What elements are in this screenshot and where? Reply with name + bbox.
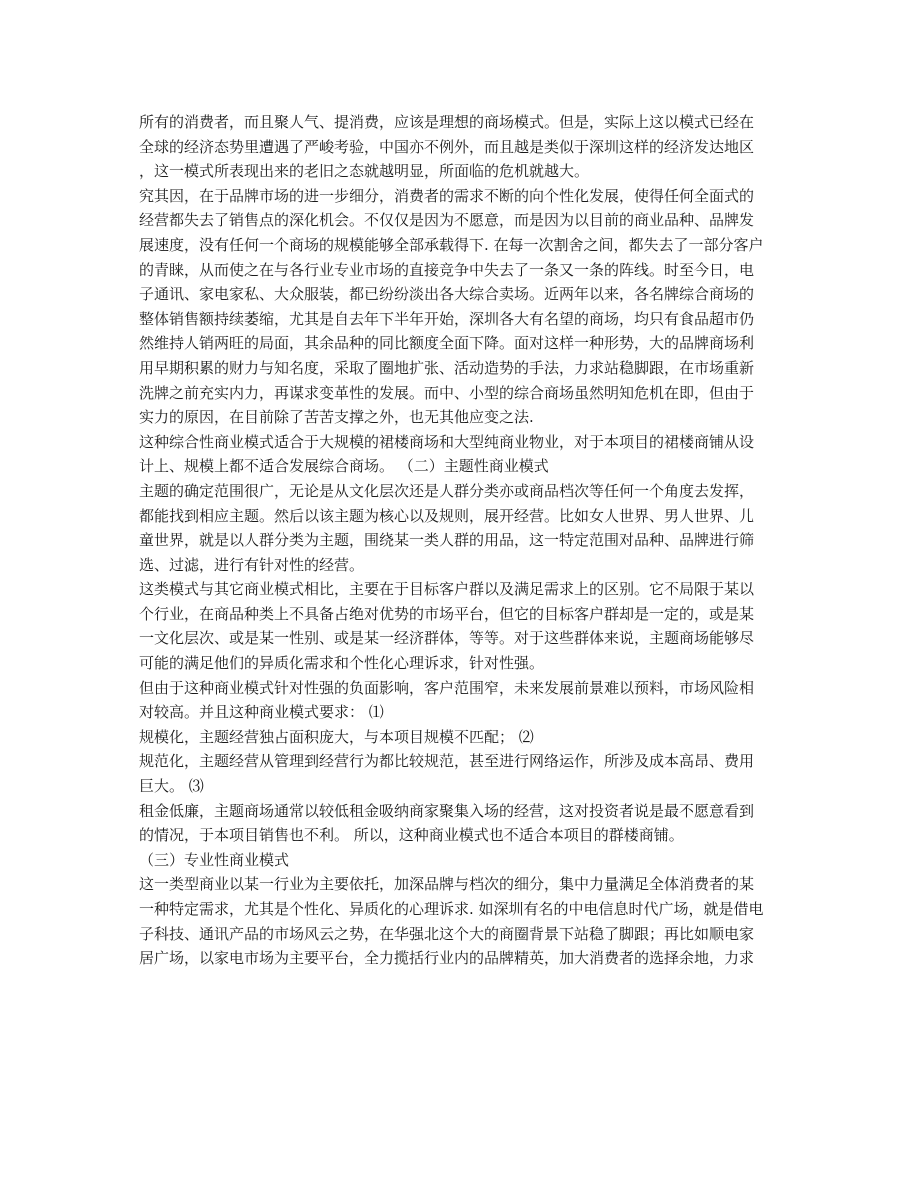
text-line: 展速度，没有任何一个商场的规模能够全部承载得下. 在每一次割舍之间，都失去了一部分客户 [139, 235, 764, 254]
text-line: 洗牌之前充实内力，再谋求变革性的发展。而中、小型的综合商场虽然明知危机在即，但由于 [139, 383, 755, 402]
text-line: 都能找到相应主题。然后以该主题为核心以及规则，展开经营。比如女人世界、男人世界、儿 [139, 506, 755, 525]
text-line: 用早期积累的财力与知名度，采取了圈地扩张、活动造势的手法，力求站稳脚跟，在市场重新 [139, 358, 755, 377]
section-heading: （三）专业性商业模式 [139, 850, 290, 869]
text-line: 但由于这种商业模式针对性强的负面影响，客户范围窄，未来发展前景难以预料，市场风险相 [139, 678, 755, 697]
text-line: 实力的原因，在目前除了苦苦支撑之外，也无其他应变之法. [139, 408, 534, 427]
text-line: 个行业，在商品种类上不具备占绝对优势的市场平台，但它的目标客户群却是一定的，或是某 [139, 604, 755, 623]
text-line: 巨大。 ⑶ [139, 777, 204, 796]
text-line: 这一类型商业以某一行业为主要依托，加深品牌与档次的细分，集中力量满足全体消费者的某 [139, 875, 755, 894]
text-line: 选、过滤，进行有针对性的经营。 [139, 555, 365, 574]
text-line: 子通讯、家电家私、大众服装，都已纷纷淡出各大综合卖场。近两年以来，各名牌综合商场的 [139, 285, 755, 304]
text-line: 对较高。并且这种商业模式要求： ⑴ [139, 703, 384, 722]
text-line: 经营都失去了销售点的深化机会。不仅仅是因为不愿意，而是因为以目前的商业品种、品牌发 [139, 211, 755, 230]
text-line: 计上、规模上都不适合发展综合商场。 （二）主题性商业模式 [139, 457, 549, 476]
text-line: 居广场，以家电市场为主要平台，全力揽括行业内的品牌精英，加大消费者的选择余地，力求 [139, 949, 755, 968]
text-line: 一文化层次、或是某一性别、或是某一经济群体，等等。对于这些群体来说，主题商场能够尽 [139, 629, 755, 648]
text-line: 的情况，于本项目销售也不利。 所以，这种商业模式也不适合本项目的群楼商铺。 [139, 826, 684, 845]
text-line: 规模化，主题经营独占面积庞大，与本项目规模不匹配； ⑵ [139, 727, 534, 746]
text-line: 主题的确定范围很广，无论是从文化层次还是人群分类亦或商品档次等任何一个角度去发挥， [139, 481, 755, 500]
document-body [139, 110, 781, 971]
text-line: 这种综合性商业模式适合于大规模的裙楼商场和大型纯商业物业，对于本项目的裙楼商铺从设 [139, 432, 755, 451]
text-line: 子科技、通讯产品的市场风云之势，在华强北这个大的商圈背景下站稳了脚跟；再比如顺电家 [139, 924, 755, 943]
text-line: 租金低廉，主题商场通常以较低租金吸纳商家聚集入场的经营，这对投资者说是最不愿意看到 [139, 801, 755, 820]
text-line: 童世界，就是以人群分类为主题，围绕某一类人群的用品，这一特定范围对品种、品牌进行筛 [139, 531, 755, 550]
text-line: 所有的消费者，而且聚人气、提消费，应该是理想的商场模式。但是，实际上这以模式已经在 [139, 113, 755, 131]
text-line: 可能的满足他们的异质化需求和个性化心理诉求，针对性强。 [139, 654, 545, 673]
text-line: 这类模式与其它商业模式相比，主要在于目标客户群以及满足需求上的区别。它不局限于某以 [139, 580, 755, 599]
text-line: 的青睐，从而使之在与各行业专业市场的直接竞争中失去了一条又一条的阵线。时至今日，电 [139, 260, 755, 279]
text-line: 规范化，主题经营从管理到经营行为都比较规范，甚至进行网络运作，所涉及成本高昂、费用 [139, 752, 755, 771]
text-line: 全球的经济态势里遭遇了严峻考验，中国亦不例外，而且越是类似于深圳这样的经济发达地区 [139, 137, 755, 156]
text-line: ，这一模式所表现出来的老旧之态就越明显，所面临的危机就越大。 [139, 162, 590, 181]
text-line: 然维持人销两旺的局面，其余品种的同比额度全面下降。面对这样一种形势，大的品牌商场利 [139, 334, 755, 353]
text-line: 一种特定需求，尤其是个性化、异质化的心理诉求. 如深圳有名的中电信息时代广场，就是借电 [139, 900, 764, 918]
text-line: 整体销售额持续萎缩，尤其是自去年下半年开始，深圳各大有名望的商场，均只有食品超市仍 [139, 309, 755, 328]
text-line: 究其因，在于品牌市场的进一步细分，消费者的需求不断的向个性化发展，使得任何全面式的 [139, 186, 755, 205]
